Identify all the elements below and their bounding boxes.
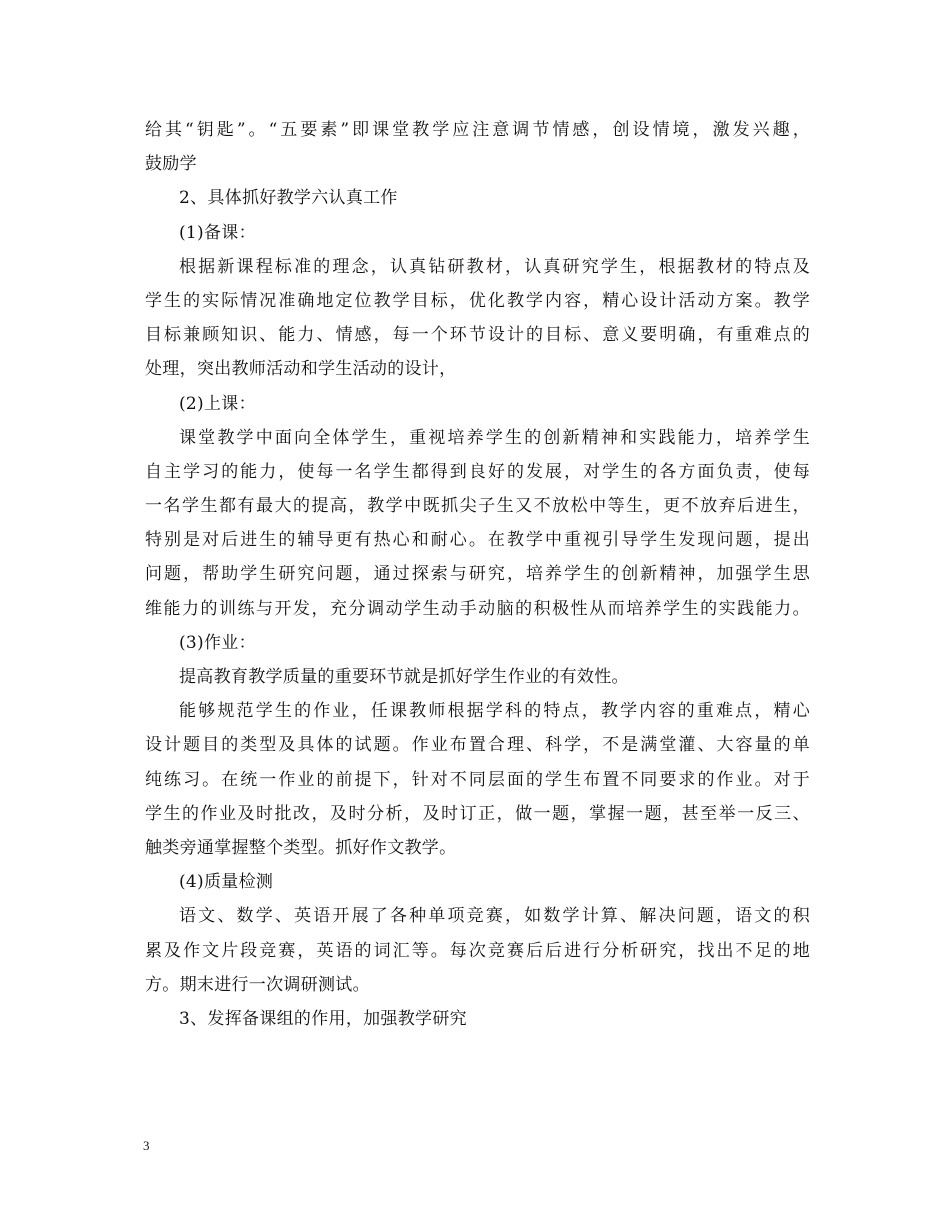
text-line: 课堂教学中面向全体学生，重视培养学生的创新精神和实践能力，培养学生 xyxy=(179,427,810,448)
text-line: 纯练习。在统一作业的前提下，针对不同层面的学生布置不同要求的作业。对于 xyxy=(145,769,810,790)
text-line: 学生的作业及时批改，及时分析，及时订正，做一题，掌握一题，甚至举一反三、 xyxy=(145,803,810,824)
section-heading: 2、具体抓好教学六认真工作 xyxy=(179,188,398,209)
text-line: 设计题目的类型及具体的试题。作业布置合理、科学，不是满堂灌、大容量的单 xyxy=(145,735,810,756)
subsection-heading: (3)作业： xyxy=(179,632,256,653)
subsection-heading: (1)备课： xyxy=(179,222,256,243)
page-number: 3 xyxy=(143,1138,150,1153)
text-line: 根据新课程标准的理念，认真钻研教材，认真研究学生，根据教材的特点及 xyxy=(179,256,810,277)
text-line: 触类旁通掌握整个类型。抓好作文教学。 xyxy=(145,837,457,858)
text-line: 一名学生都有最大的提高，教学中既抓尖子生又不放松中等生，更不放弃后进生， xyxy=(145,496,810,517)
text-line: 方。期末进行一次调研测试。 xyxy=(145,974,370,995)
text-line: 学生的实际情况准确地定位教学目标，优化教学内容，精心设计活动方案。教学 xyxy=(145,290,810,311)
text-line: 给其“钥匙”。“五要素”即课堂教学应注意调节情感，创设情境，激发兴趣， xyxy=(145,120,810,140)
text-line: 特别是对后进生的辅导更有热心和耐心。在教学中重视引导学生发现问题，提出 xyxy=(145,530,810,551)
body-text xyxy=(145,113,810,1036)
text-line: 能够规范学生的作业，任课教师根据学科的特点，教学内容的重难点，精心 xyxy=(179,701,810,722)
text-line: 自主学习的能力，使每一名学生都得到良好的发展，对学生的各方面负责，使每 xyxy=(145,461,810,482)
subsection-heading: (4)质量检测 xyxy=(179,872,274,893)
text-line: 提高教育教学质量的重要环节就是抓好学生作业的有效性。 xyxy=(179,667,629,687)
text-line: 问题，帮助学生研究问题，通过探索与研究，培养学生的创新精神，加强学生思 xyxy=(145,564,810,585)
text-line: 维能力的训练与开发，充分调动学生动手动脑的积极性从而培养学生的实践能力。 xyxy=(145,598,810,619)
section-heading: 3、发挥备课组的作用，加强教学研究 xyxy=(179,1008,467,1029)
subsection-heading: (2)上课： xyxy=(179,393,256,414)
text-line: 累及作文片段竞赛，英语的词汇等。每次竞赛后后进行分析研究，找出不足的地 xyxy=(145,940,810,961)
text-line: 语文、数学、英语开展了各种单项竞赛，如数学计算、解决问题，语文的积 xyxy=(179,906,810,927)
text-line: 处理，突出教师活动和学生活动的设计， xyxy=(145,359,457,380)
text-line: 鼓励学 xyxy=(145,154,197,175)
text-line: 目标兼顾知识、能力、情感，每一个环节设计的目标、意义要明确，有重难点的 xyxy=(145,325,810,346)
